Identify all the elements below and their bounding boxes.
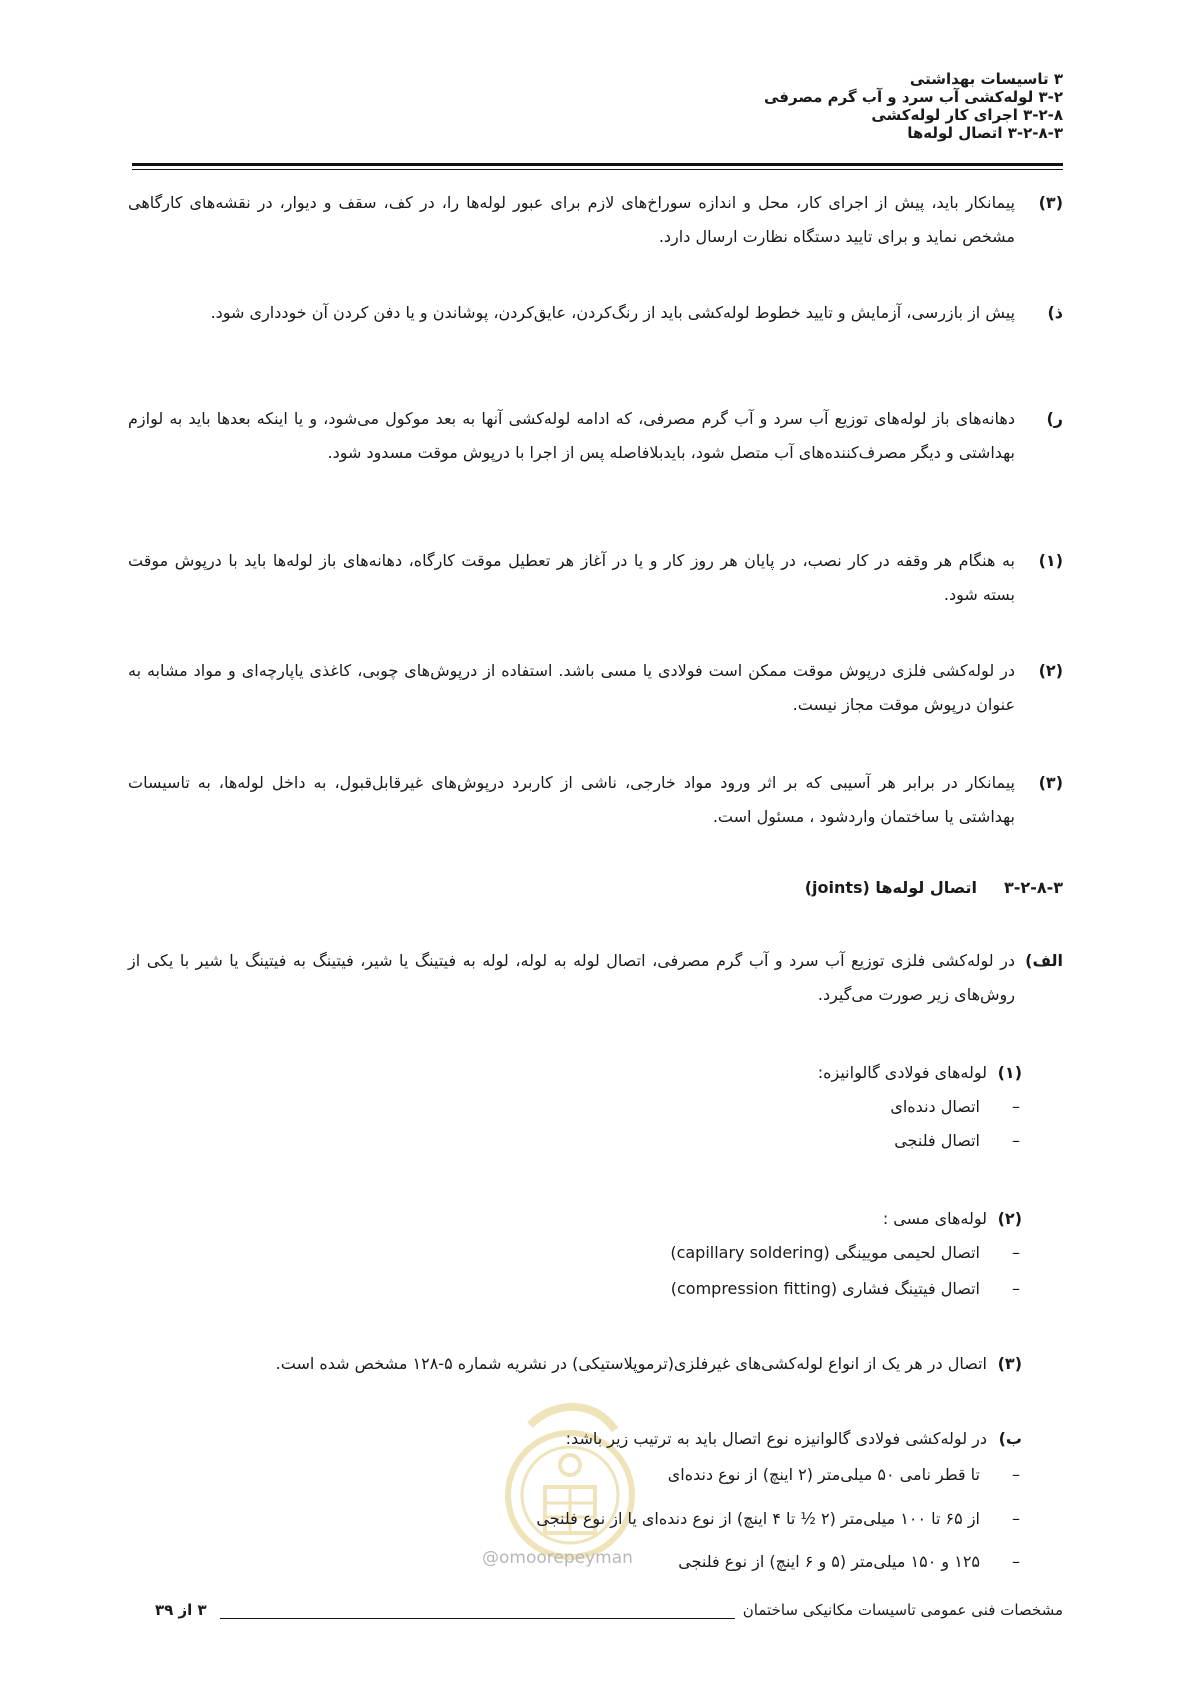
list-item [894, 1124, 1020, 1158]
item-marker: (۱) [1038, 551, 1063, 570]
item-text: اتصال در هر یک از انواع لوله‌کشی‌های غیرفلزی(ترموپلاستیکی) در نشریه شماره ۵-۱۲۸ مشخص شده است. [275, 1354, 987, 1373]
watermark-text: @omoorepeyman [482, 1548, 633, 1568]
dash-bullet: – [1012, 1097, 1020, 1116]
item-text: در لوله‌کشی فلزی درپوش موقت ممکن است فولادی یا مسی باشد. استفاده از درپوش‌های چوبی، کاغذی یاپارچه‌ای و مواد مشابه به عنوان درپوش موقت مجاز نیست. [128, 661, 1015, 714]
section-heading [805, 874, 1063, 902]
list-item-text: از ۶۵ تا ۱۰۰ میلی‌متر (۲ ½ تا ۴ اینچ) از نوع دنده‌ای یا از نوع فلنجی [536, 1509, 980, 1528]
section-title: اتصال لوله‌ها (joints) [804, 878, 977, 897]
item-marker: ب) [998, 1429, 1022, 1448]
header-rule-thick [132, 163, 1063, 166]
list-item-text: اتصال لحیمی مویینگی (capillary soldering) [670, 1243, 980, 1262]
item-marker: (۲) [997, 1209, 1022, 1228]
item-text: پیمانکار در برابر هر آسیبی که بر اثر ورود مواد خارجی، ناشی از کاربرد درپوش‌های غیرقابل‌قبول، به داخل لوله‌ها، به تاسیسات بهداشتی یا ساختمان واردشود ، مسئول است. [128, 773, 1015, 826]
list-item [668, 1458, 1020, 1492]
dash-bullet: – [1012, 1279, 1020, 1298]
nonmetal-paragraph [276, 1347, 1022, 1381]
paragraph-item [128, 544, 1063, 612]
paragraph-item [128, 766, 1063, 834]
header-section: ۳-۲ لوله‌کشی آب سرد و آب گرم مصرفی [763, 88, 1063, 106]
header-subsection: ۳-۲-۸ اجرای کار لوله‌کشی [871, 106, 1063, 124]
item-marker: (۳) [1038, 193, 1063, 212]
item-text: در لوله‌کشی فولادی گالوانیزه نوع اتصال باید به ترتیب زیر باشد: [565, 1429, 987, 1448]
list-item [890, 1090, 1020, 1124]
item-marker: الف) [1025, 951, 1063, 970]
copper-heading [883, 1202, 1022, 1236]
item-marker: (۲) [1038, 661, 1063, 680]
paragraph-item [128, 402, 1063, 470]
page-number: ۳ از ۳۹ [155, 1601, 207, 1619]
dash-bullet: – [1012, 1509, 1020, 1528]
sub-title: لوله‌های مسی : [882, 1209, 987, 1228]
item-text: پیمانکار باید، پیش از اجرای کار، محل و اندازه سوراخ‌های لازم برای عبور لوله‌ها را، در کف، سقف و دیوار، در نقشه‌های کارگاهی مشخص نماید و برای تایید دستگاه نظارت ارسال دارد. [128, 193, 1015, 246]
list-item-text: ۱۲۵ و ۱۵۰ میلی‌متر (۵ و ۶ اینچ) از نوع فلنجی [678, 1552, 980, 1571]
item-text: در لوله‌کشی فلزی توزیع آب سرد و آب گرم مصرفی، اتصال لوله به لوله، لوله به فیتینگ یا شیر، فیتینگ به فیتینگ یا شیر با یکی از روش‌های زیر صورت می‌گیرد. [128, 951, 1015, 1004]
paragraph-item [128, 654, 1063, 722]
list-item [678, 1545, 1020, 1579]
list-item-text: اتصال فیتینگ فشاری (compression fitting) [670, 1279, 980, 1298]
list-item [670, 1236, 1020, 1270]
item-text: به هنگام هر وقفه در کار نصب، در پایان هر روز کار و یا در آغاز هر تعطیل موقت کارگاه، دهانه‌های باز لوله‌ها باید با درپوش موقت بسته شود. [128, 551, 1015, 604]
dash-bullet: – [1012, 1243, 1020, 1262]
paragraph-alef [128, 944, 1063, 1012]
item-text: پیش از بازرسی، آزمایش و تایید خطوط لوله‌کشی باید از رنگ‌کردن، عایق‌کردن، پوشاندن و یا دفن کردن آن خودداری شود. [210, 303, 1015, 322]
item-marker: ذ) [1047, 303, 1063, 322]
dash-bullet: – [1012, 1552, 1020, 1571]
header-rule-thin [132, 169, 1063, 170]
item-marker: ر) [1046, 409, 1063, 428]
list-item [671, 1272, 1020, 1306]
footer-rule [220, 1618, 735, 1619]
dash-bullet: – [1012, 1465, 1020, 1484]
list-item [536, 1502, 1020, 1536]
item-text: دهانه‌های باز لوله‌های توزیع آب سرد و آب گرم مصرفی، که ادامه لوله‌کشی آنها به بعد موکول می‌شود، و یا اینکه بعدها باید به لوازم بهداشتی و دیگر مصرف‌کننده‌های آب متصل شود، بایدبلافاصله پس از اجرا با درپوش موقت مسدود شود. [128, 409, 1015, 462]
item-marker: (۱) [997, 1063, 1022, 1082]
paragraph-item [128, 186, 1063, 254]
section-number: ۳-۲-۸-۳ [1004, 878, 1063, 897]
footer-title: مشخصات فنی عمومی تاسیسات مکانیکی ساختمان [742, 1601, 1063, 1619]
list-item-text: اتصال فلنجی [894, 1131, 980, 1150]
galvanized-heading [818, 1056, 1022, 1090]
header-chapter: ۳ تاسیسات بهداشتی [909, 70, 1063, 88]
item-marker: (۳) [997, 1354, 1022, 1373]
be-paragraph [566, 1422, 1022, 1456]
paragraph-item [128, 296, 1063, 330]
watermark-seal-icon [500, 1395, 640, 1565]
list-item-text: اتصال دنده‌ای [890, 1097, 980, 1116]
sub-title: لوله‌های فولادی گالوانیزه: [817, 1063, 987, 1082]
dash-bullet: – [1012, 1131, 1020, 1150]
header-topic: ۳-۲-۸-۳ اتصال لوله‌ها [907, 124, 1063, 142]
page-header [764, 70, 1063, 142]
list-item-text: تا قطر نامی ۵۰ میلی‌متر (۲ اینچ) از نوع دنده‌ای [667, 1465, 980, 1484]
item-marker: (۳) [1038, 773, 1063, 792]
